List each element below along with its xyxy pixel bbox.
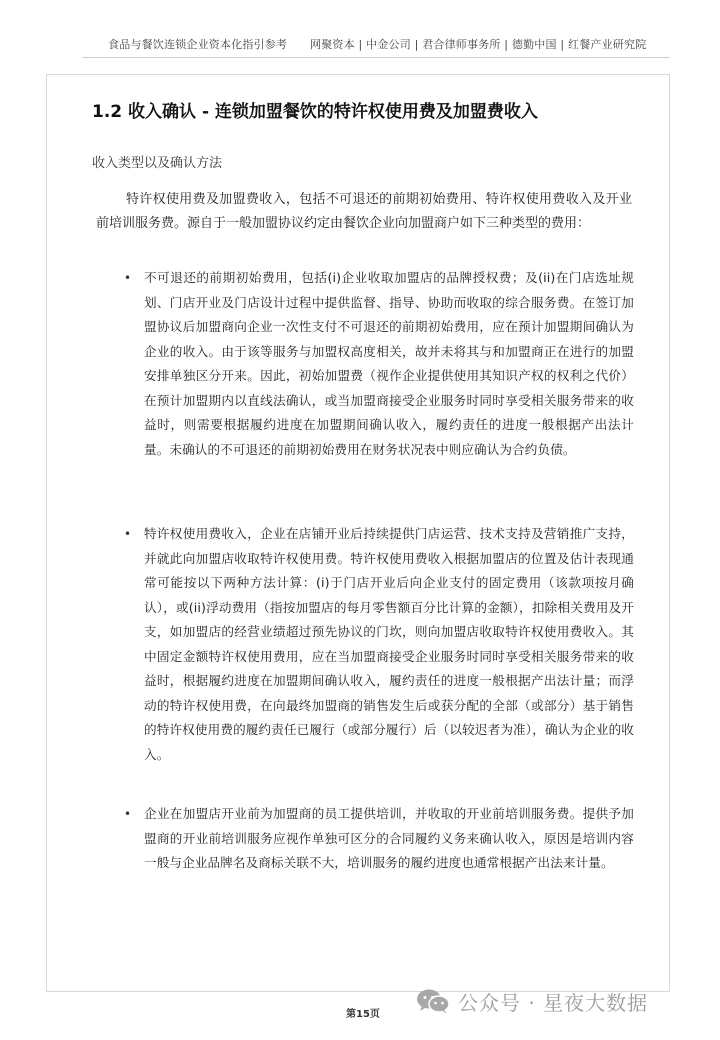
bullet-text: 不可退还的前期初始费用，包括(i)企业收取加盟店的品牌授权费；及(ii)在门店选址规划、门店开业及门店设计过程中提供监督、指导、协助而收取的综合服务费。在签订加盟协议后加盟商向企业一次性支付不可退还的前期初始费用，应在预计加盟期间确认为企业的收入。由于该等服务与加盟权高度相关，故并未将其与和加盟商正在进行的加盟安排单独区分开来。因此，初始加盟费（视作企业提供使用其知识产权的权利之代价）在预计加盟期内以直线法确认，或当加盟商接受企业服务时同时享受相关服务带来的收益时，则需要根据履约进度在加盟期间确认收入，履约责任的进度一般根据产出法计量。未确认的不可退还的前期初始费用在财务状况表中则应确认为合约负债。 [144, 270, 634, 457]
bullet-marker: • [124, 271, 132, 285]
intro-paragraph: 特许权使用费及加盟费收入，包括不可退还的前期初始费用、特许权使用费收入及开业前培训服务费。源自于一般加盟协议约定由餐饮企业向加盟商户如下三种类型的费用： [96, 192, 632, 231]
watermark [416, 986, 648, 1016]
header-authors: 网聚资本 | 中金公司 | 君合律师事务所 | 德勤中国 | 红餐产业研究院 [310, 38, 647, 51]
bullet-text: 企业在加盟店开业前为加盟商的员工提供培训，并收取的开业前培训服务费。提供予加盟商的开业前培训服务应视作单独可区分的合同履约义务来确认收入，原因是培训内容一般与企业品牌名及商标关联不大，培训服务的履约进度也通常根据产出法来计量。 [144, 806, 634, 870]
header-divider [82, 57, 670, 58]
wechat-icon [416, 988, 450, 1014]
watermark-text: 公众号 · 星夜大数据 [458, 990, 649, 1015]
bullet-marker: • [124, 807, 132, 821]
page-header [0, 0, 720, 58]
bullet-marker: • [124, 527, 132, 541]
section-title: 1.2 收入确认 - 连锁加盟餐饮的特许权使用费及加盟费收入 [92, 102, 538, 122]
page-number: 第15页 [346, 1009, 380, 1020]
bullet-text: 特许权使用费收入，企业在店铺开业后持续提供门店运营、技术支持及营销推广支持，并就此向加盟店收取特许权使用费。特许权使用费收入根据加盟店的位置及估计表现通常可能按以下两种方法计算：(i)于门店开业后向企业支付的固定费用（该款项按月确认），或(ii)浮动费用（指按加盟店的每月零售额百分比计算的金额），扣除相关费用及开支，如加盟店的经营业绩超过预先协议的门坎，则向加盟店收取特许权使用费收入。其中固定金额特许权使用费用，应在当加盟商接受企业服务时同时享受相关服务带来的收益时，根据履约进度在加盟期间确认收入，履约责任的进度一般根据产出法计量；而浮动的特许权使用费，在向最终加盟商的销售发生后或获分配的全部（或部分）基于销售的特许权使用费的履约责任已履行（或部分履行）后（以较迟者为准），确认为企业的收入。 [144, 526, 634, 762]
header-document-title: 食品与餐饮连锁企业资本化指引参考 [108, 38, 288, 51]
section-subheading: 收入类型以及确认方法 [92, 156, 223, 171]
